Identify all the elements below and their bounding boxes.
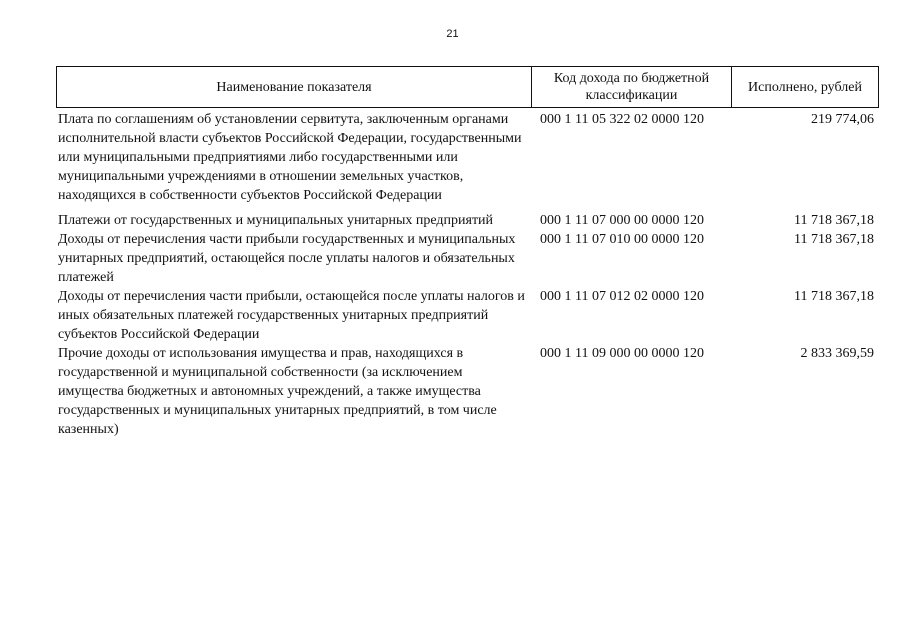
row-name: Доходы от перечисления части прибыли государственных и муниципальных унитарных предприятий, остающейся после уплаты налогов и обязательных платежей xyxy=(58,232,516,285)
row-name: Плата по соглашениям об установлении сервитута, заключенным органами исполнительной власти субъектов Российской Федерации, государственными или муниципальными предприятиями либо государственными или муниципальными учреждениями в отношении земельных участков, находящихся в собственности субъектов Российской Федерации xyxy=(58,112,522,203)
row-name: Платежи от государственных и муниципальных унитарных предприятий xyxy=(58,213,494,228)
page-number: 21 xyxy=(446,28,459,40)
column-header-value: Исполнено, рублей xyxy=(748,79,862,95)
row-code: 000 1 11 09 000 00 0000 120 xyxy=(540,346,704,361)
column-header-code: Код дохода по бюджетной классификации xyxy=(532,67,732,107)
row-value: 11 718 367,18 xyxy=(794,232,874,247)
table-row xyxy=(58,211,878,230)
table-header xyxy=(56,66,879,108)
row-code: 000 1 11 07 010 00 0000 120 xyxy=(540,232,704,247)
row-code: 000 1 11 05 322 02 0000 120 xyxy=(540,112,704,127)
column-header-name: Наименование показателя xyxy=(57,67,532,107)
table-row xyxy=(58,344,878,439)
row-name: Доходы от перечисления части прибыли, остающейся после уплаты налогов и иных обязательных платежей государственных унитарных предприятий субъектов Российской Федерации xyxy=(58,289,525,342)
row-value: 11 718 367,18 xyxy=(794,213,874,228)
row-value: 11 718 367,18 xyxy=(794,289,874,304)
table-body xyxy=(58,110,878,439)
row-value: 219 774,06 xyxy=(811,112,874,127)
row-value: 2 833 369,59 xyxy=(800,346,874,361)
table-row xyxy=(58,230,878,287)
row-code: 000 1 11 07 000 00 0000 120 xyxy=(540,213,704,228)
row-code: 000 1 11 07 012 02 0000 120 xyxy=(540,289,704,304)
table-row xyxy=(58,287,878,344)
table-row xyxy=(58,110,878,205)
row-name: Прочие доходы от использования имущества и прав, находящихся в государственной и муниципальной собственности (за исключением имущества бюджетных и автономных учреждений, а также имущества государственных и муниципальных унитарных предприятий, в том числе казенных) xyxy=(58,346,497,437)
